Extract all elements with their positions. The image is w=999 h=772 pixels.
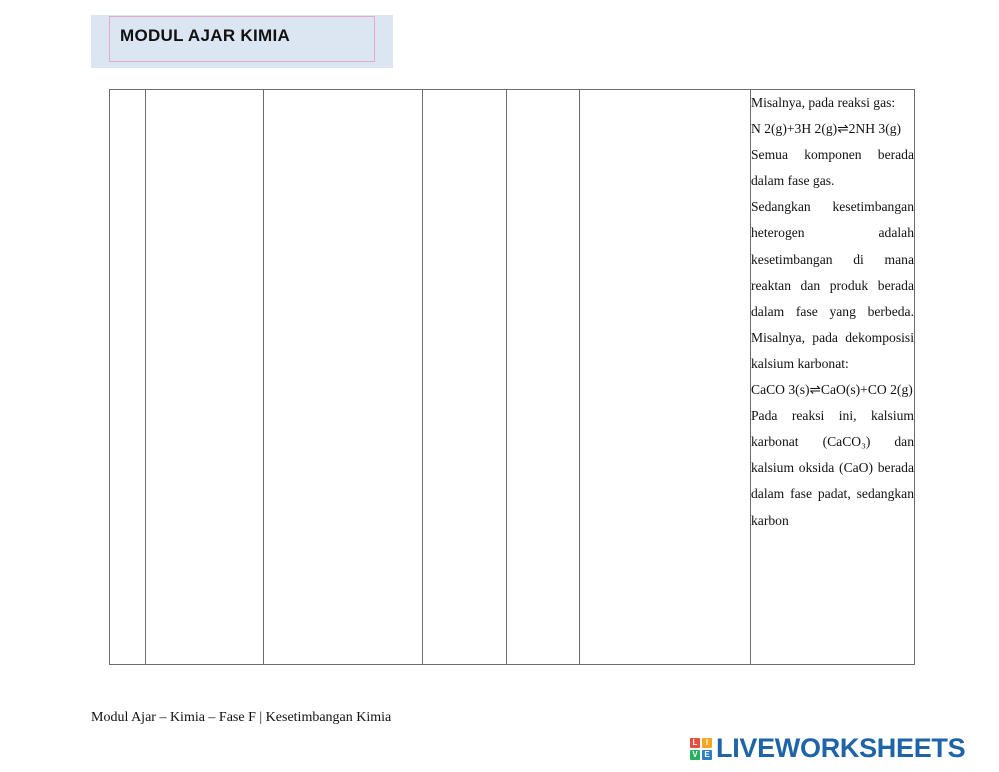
content-table [109, 89, 915, 665]
table-cell-4 [423, 90, 507, 665]
page-title: MODUL AJAR KIMIA [120, 26, 291, 45]
cell-paragraph: Pada reaksi ini, kalsium karbonat (CaCO₃) dan kalsium oksida (CaO) berada dalam fase padat, sedangkan karbon [751, 408, 914, 528]
table-cell-6 [580, 90, 751, 665]
cell-paragraph: Semua komponen berada dalam fase gas. [751, 147, 914, 189]
logo-mark-letter: I [702, 738, 712, 748]
header-frame [109, 16, 375, 62]
page-footer: Modul Ajar – Kimia – Fase F | Kesetimbangan Kimia [91, 710, 392, 725]
table-cell-2 [146, 90, 264, 665]
table-cell-5 [507, 90, 580, 665]
logo-mark-letter: E [702, 750, 712, 760]
header-banner [91, 15, 393, 68]
cell-paragraph: N 2(g)+3H 2(g)⇌2NH 3(g) [751, 121, 902, 137]
liveworksheets-logo [690, 733, 965, 764]
logo-mark-icon [690, 738, 712, 760]
cell-paragraphs [751, 90, 914, 534]
table-cell-3 [264, 90, 423, 665]
cell-paragraph: CaCO 3(s)⇌CaO(s)+CO 2(g) [751, 382, 913, 398]
table-cell-7 [751, 90, 915, 665]
cell-paragraph: Sedangkan kesetimbangan heterogen adalah kesetimbangan di mana reaktan dan produk berada dalam fase yang berbeda. Misalnya, pada dekomposisi kalsium karbonat: [751, 199, 914, 371]
logo-mark-letter: L [690, 738, 700, 748]
logo-text: LIVEWORKSHEETS [716, 733, 966, 763]
cell-paragraph: Misalnya, pada reaksi gas: [751, 95, 896, 110]
table-cell-1 [110, 90, 146, 665]
logo-mark-letter: V [690, 750, 700, 760]
table-row [110, 90, 915, 665]
